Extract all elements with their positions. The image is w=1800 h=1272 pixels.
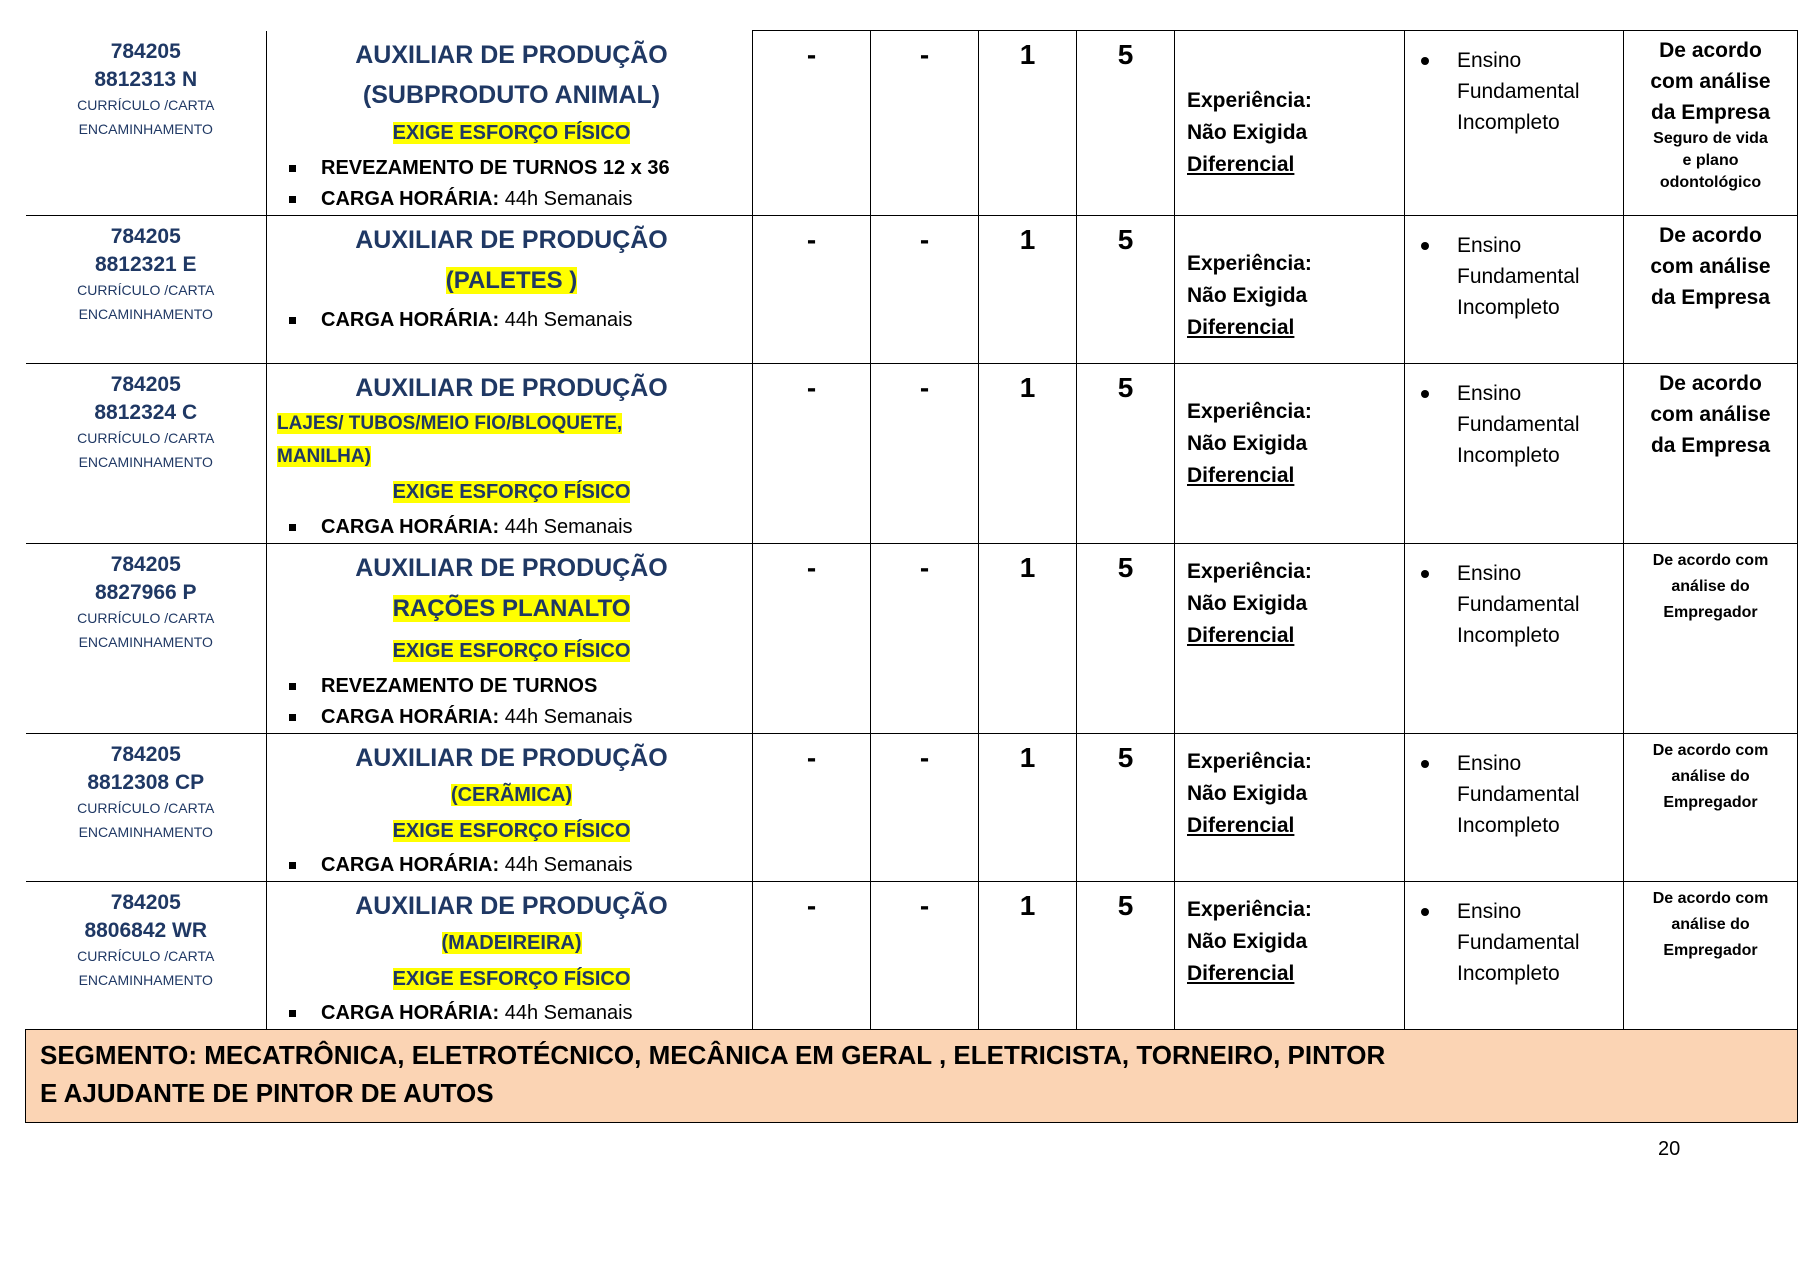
education-cell: Ensino Fundamental Incompleto: [1405, 733, 1624, 881]
square-bullet-icon: [289, 862, 296, 869]
bullet-item: REVEZAMENTO DE TURNOS 12 x 36: [277, 153, 746, 184]
table-row: 784205 8812308 CP CURRÍCULO /CARTA ENCAMINHAMENTO AUXILIAR DE PRODUÇÃO (CERÃMICA) EXIGE ESFORÇO FÍSICO CARGA HORÁRIA: 44h Semanais - - 1 5 Experiência: Não Exigida Diferencial Ensino Fundamental Incompleto De acordo com análise do Empregador: [26, 733, 1798, 881]
bullet-item: CARGA HORÁRIA: 44h Semanais: [277, 850, 746, 881]
bullet-dot-icon: [1421, 242, 1429, 250]
salary-cell: De acordo com análise da Empresa: [1624, 215, 1798, 363]
job-code-cell: [26, 31, 267, 216]
job-code-cell: 784205 8812324 C CURRÍCULO /CARTA ENCAMINHAMENTO: [26, 363, 267, 543]
job-title-cell: AUXILIAR DE PRODUÇÃO (PALETES ) CARGA HORÁRIA: 44h Semanais: [267, 215, 753, 363]
table-row: 784205 8812321 E CURRÍCULO /CARTA ENCAMINHAMENTO AUXILIAR DE PRODUÇÃO (PALETES ) CARGA HORÁRIA: 44h Semanais - - 1 5 Experiência: Não Exigida Diferencial Ensino Fundamental Incompleto De acordo com análise da Empresa: [26, 215, 1798, 363]
job-title-cell: AUXILIAR DE PRODUÇÃO (MADEIREIRA) EXIGE ESFORÇO FÍSICO CARGA HORÁRIA: 44h Semanais: [267, 881, 753, 1029]
segment-header: [26, 1029, 1798, 1122]
square-bullet-icon: [289, 683, 296, 690]
salary-cell: De acordo com análise do Empregador: [1624, 733, 1798, 881]
application-method: CURRÍCULO /CARTA: [77, 96, 215, 113]
job-title-cell: AUXILIAR DE PRODUÇÃO (CERÃMICA) EXIGE ESFORÇO FÍSICO CARGA HORÁRIA: 44h Semanais: [267, 733, 753, 881]
segment-header-row: [26, 1029, 1798, 1122]
table-row: 784205 8812324 C CURRÍCULO /CARTA ENCAMINHAMENTO AUXILIAR DE PRODUÇÃO LAJES/ TUBOS/MEIO FIO/BLOQUETE, MANILHA) EXIGE ESFORÇO FÍSICO CARGA HORÁRIA: 44h Semanais - - 1 5 Experiência: Não Exigida Diferencial Ensino Fundamental Incompleto De acordo com análise da Empresa: [26, 363, 1798, 543]
bullet-dot-icon: [1421, 390, 1429, 398]
segment-line-1: SEGMENTO: MECATRÔNICA, ELETROTÉCNICO, MECÂNICA EM GERAL , ELETRICISTA, TORNEIRO, PINTOR: [40, 1039, 1386, 1070]
experience-cell: Experiência: Não Exigida Diferencial: [1175, 31, 1405, 216]
square-bullet-icon: [289, 196, 296, 203]
experience-cell: Experiência: Não Exigida Diferencial: [1175, 881, 1405, 1029]
requirement-highlight: EXIGE ESFORÇO FÍSICO: [392, 121, 631, 144]
job-title-cell: AUXILIAR DE PRODUÇÃO LAJES/ TUBOS/MEIO FIO/BLOQUETE, MANILHA) EXIGE ESFORÇO FÍSICO CARGA HORÁRIA: 44h Semanais: [267, 363, 753, 543]
job-title-cell: AUXILIAR DE PRODUÇÃO RAÇÕES PLANALTO EXIGE ESFORÇO FÍSICO REVEZAMENTO DE TURNOS CARGA HORÁRIA: 44h Semanais: [267, 543, 753, 733]
cbo-code: 784205: [110, 39, 181, 63]
table-row: [26, 31, 1798, 216]
square-bullet-icon: [289, 714, 296, 721]
job-code-cell: 784205 8812321 E CURRÍCULO /CARTA ENCAMINHAMENTO: [26, 215, 267, 363]
job-code: 8812313 N: [94, 67, 198, 91]
page-number: 20: [1658, 1138, 1681, 1160]
bullet-item: CARGA HORÁRIA: 44h Semanais: [277, 305, 746, 336]
bullet-item: REVEZAMENTO DE TURNOS: [277, 671, 746, 702]
square-bullet-icon: [289, 317, 296, 324]
bullet-item: CARGA HORÁRIA: 44h Semanais: [277, 512, 746, 543]
salary-cell: De acordo com análise do Empregador: [1624, 881, 1798, 1029]
bullet-item: CARGA HORÁRIA: 44h Semanais: [277, 702, 746, 733]
table-row: 784205 8827966 P CURRÍCULO /CARTA ENCAMINHAMENTO AUXILIAR DE PRODUÇÃO RAÇÕES PLANALTO EXIGE ESFORÇO FÍSICO REVEZAMENTO DE TURNOS CARGA HORÁRIA: 44h Semanais - - 1 5 Experiência: Não Exigida Diferencial Ensino Fundamental Incompleto De acordo com análise do Empregador: [26, 543, 1798, 733]
bullet-dot-icon: [1421, 760, 1429, 768]
job-title-cell: [267, 31, 753, 216]
bullet-dot-icon: [1421, 570, 1429, 578]
segment-line-2: E AJUDANTE DE PINTOR DE AUTOS: [40, 1077, 494, 1108]
job-title: AUXILIAR DE PRODUÇÃO: [355, 40, 668, 69]
square-bullet-icon: [289, 524, 296, 531]
job-code-cell: 784205 8812308 CP CURRÍCULO /CARTA ENCAMINHAMENTO: [26, 733, 267, 881]
education-cell: Ensino Fundamental Incompleto: [1405, 215, 1624, 363]
square-bullet-icon: [289, 165, 296, 172]
experience-cell: Experiência: Não Exigida Diferencial: [1175, 733, 1405, 881]
job-subtitle: (SUBPRODUTO ANIMAL): [362, 80, 661, 109]
education-cell: Ensino Fundamental Incompleto: [1405, 363, 1624, 543]
col3-cell: 1: [979, 31, 1077, 216]
experience-cell: Experiência: Não Exigida Diferencial: [1175, 543, 1405, 733]
job-listings-table: [25, 30, 1798, 1123]
salary-cell: De acordo com análise da Empresa: [1624, 363, 1798, 543]
square-bullet-icon: [289, 1010, 296, 1017]
job-code-cell: 784205 8806842 WR CURRÍCULO /CARTA ENCAMINHAMENTO: [26, 881, 267, 1029]
col2-cell: -: [871, 31, 979, 216]
job-code-cell: 784205 8827966 P CURRÍCULO /CARTA ENCAMINHAMENTO: [26, 543, 267, 733]
subtitle-highlight: (PALETES ): [445, 266, 578, 294]
col4-cell: 5: [1077, 31, 1175, 216]
table-row: 784205 8806842 WR CURRÍCULO /CARTA ENCAMINHAMENTO AUXILIAR DE PRODUÇÃO (MADEIREIRA) EXIGE ESFORÇO FÍSICO CARGA HORÁRIA: 44h Semanais - - 1 5 Experiência: Não Exigida Diferencial Ensino Fundamental Incompleto De acordo com análise do Empregador: [26, 881, 1798, 1029]
salary-cell: De acordo com análise da Empresa Seguro de vida e plano odontológico: [1624, 31, 1798, 216]
education-cell: Ensino Fundamental Incompleto: [1405, 881, 1624, 1029]
experience-cell: Experiência: Não Exigida Diferencial: [1175, 215, 1405, 363]
experience-cell: Experiência: Não Exigida Diferencial: [1175, 363, 1405, 543]
bullet-item: CARGA HORÁRIA: 44h Semanais: [277, 998, 746, 1029]
salary-cell: De acordo com análise do Empregador: [1624, 543, 1798, 733]
education-cell: Ensino Fundamental Incompleto: [1405, 543, 1624, 733]
bullet-dot-icon: [1421, 57, 1429, 65]
application-method-2: ENCAMINHAMENTO: [78, 120, 213, 137]
bullet-dot-icon: [1421, 908, 1429, 916]
bullet-item: CARGA HORÁRIA: 44h Semanais: [277, 184, 746, 215]
education-cell: Ensino Fundamental Incompleto: [1405, 31, 1624, 216]
col1-cell: -: [753, 31, 871, 216]
